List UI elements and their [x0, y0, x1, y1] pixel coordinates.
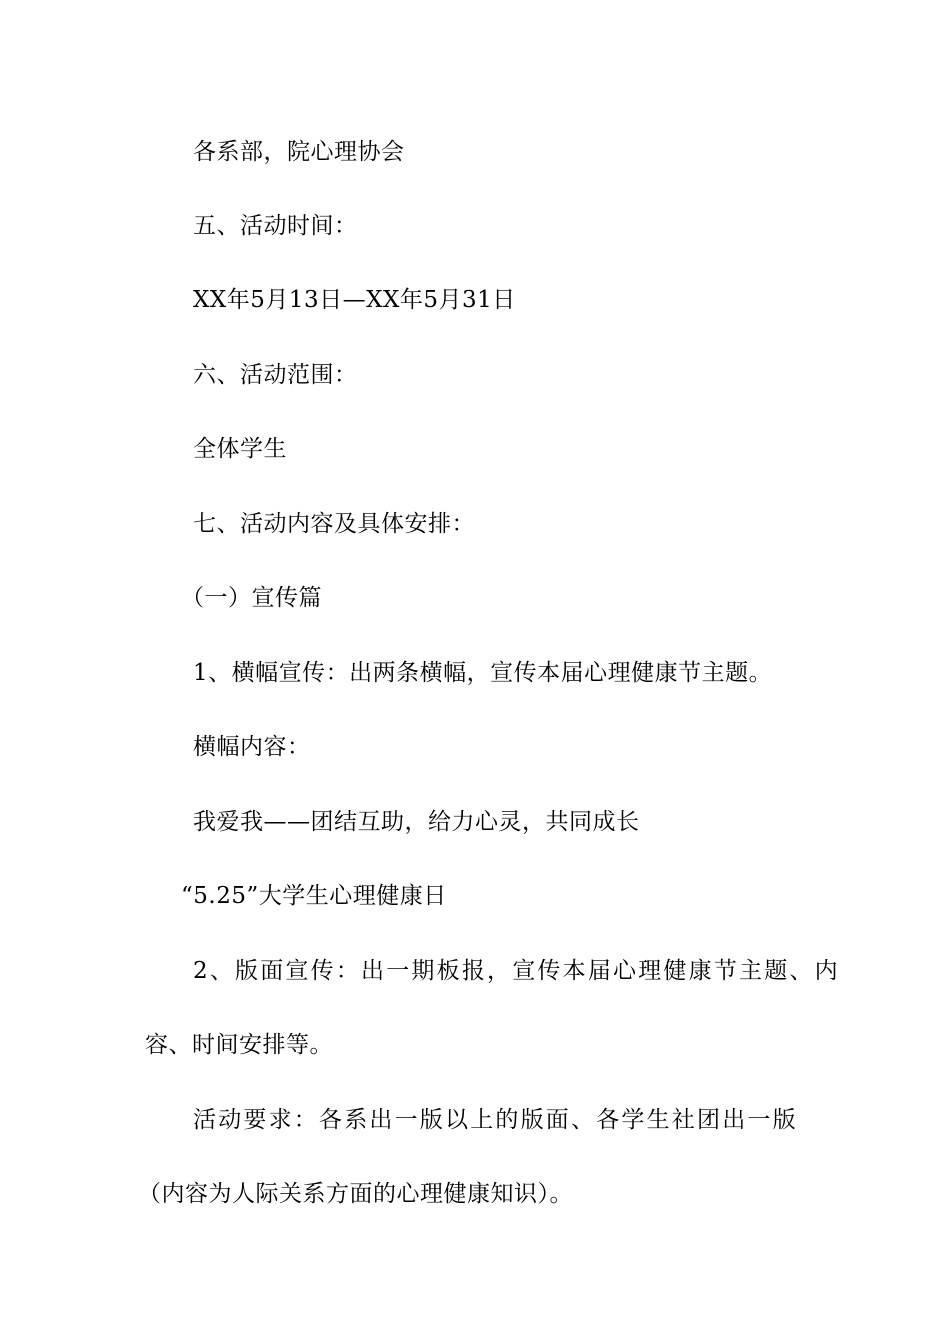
- paragraph-board-publicity-cont: 容、时间安排等。: [145, 1032, 333, 1058]
- heading-activity-time: 五、活动时间：: [193, 213, 358, 239]
- paragraph-organizers: 各系部，院心理协会: [193, 139, 405, 165]
- paragraph-activity-requirements: 活动要求：各系出一版以上的版面、各学生社团出一版: [193, 1107, 798, 1133]
- paragraph-activity-dates: XX年5月13日—XX年5月31日: [193, 287, 516, 313]
- paragraph-requirements-cont: （内容为人际关系方面的心理健康知识）。: [138, 1181, 573, 1207]
- paragraph-banner-publicity: 1、横幅宣传：出两条横幅，宣传本届心理健康节主题。: [193, 660, 773, 686]
- subheading-publicity: （一）宣传篇: [181, 585, 322, 611]
- paragraph-banner-slogan: 我爱我——团结互助，给力心灵，共同成长: [193, 809, 640, 835]
- paragraph-health-day: “5.25”大学生心理健康日: [181, 883, 447, 909]
- heading-activity-content: 七、活动内容及具体安排：: [193, 511, 475, 537]
- heading-activity-scope: 六、活动范围：: [193, 362, 358, 388]
- paragraph-all-students: 全体学生: [193, 436, 287, 462]
- paragraph-banner-content-label: 横幅内容：: [193, 734, 311, 760]
- paragraph-board-publicity: 2、版面宣传：出一期板报，宣传本届心理健康节主题、内: [193, 958, 840, 984]
